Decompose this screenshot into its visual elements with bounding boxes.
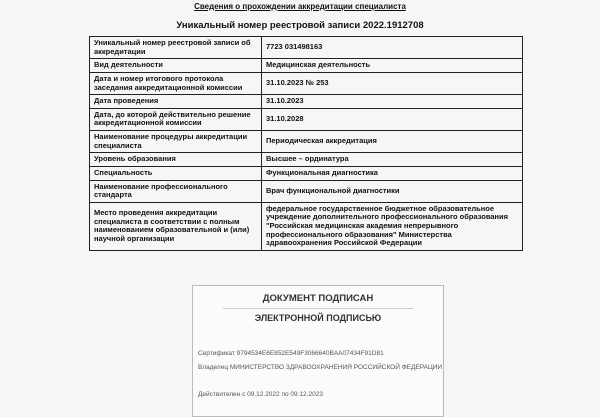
stamp-subtitle: ЭЛЕКТРОННОЙ ПОДПИСЬЮ <box>254 313 382 323</box>
row-value: Высшее – ординатура <box>262 153 523 167</box>
accreditation-table <box>89 36 523 251</box>
table-row <box>90 59 523 73</box>
table-row <box>90 95 523 109</box>
row-value: 31.10.2023 № 253 <box>262 72 523 94</box>
row-value: Медицинская деятельность <box>262 59 523 73</box>
row-label: Дата проведения <box>90 95 262 109</box>
registry-number-title: Уникальный номер реестровой записи 2022.1912708 <box>176 20 424 31</box>
certificate-owner: Владелец МИНИСТЕРСТВО ЗДРАВООХРАНЕНИЯ РОССИЙСКОЙ ФЕДЕРАЦИИ <box>198 364 443 371</box>
row-label: Наименование процедуры аккредитации специалиста <box>90 131 262 153</box>
table-row <box>90 153 523 167</box>
document-heading: Сведения о прохождении аккредитации специалиста <box>194 2 406 11</box>
row-value: 7723 031498163 <box>262 37 523 59</box>
row-label: Уникальный номер реестровой записи об аккредитации <box>90 37 262 59</box>
table-row <box>90 72 523 94</box>
table-row <box>90 202 523 250</box>
table-row <box>90 131 523 153</box>
certificate-validity: Действителен с 09.12.2022 по 09.12.2023 <box>198 391 323 398</box>
table-row <box>90 166 523 180</box>
row-value: Функциональная диагностика <box>262 166 523 180</box>
row-label: Дата, до которой действительно решение аккредитационной комиссии <box>90 108 262 130</box>
row-value: Врач функциональной диагностики <box>262 180 523 202</box>
row-label: Место проведения аккредитации специалиста в соответствии с полным наименованием образовательной и (или) научной организации <box>90 202 262 250</box>
row-value: федеральное государственное бюджетное образовательное учреждение дополнительного профессионального образования "Российская медицинская академия непрерывного профессионального образования" Министерства здравоохранения Российской Федерации <box>262 202 523 250</box>
row-value: 31.10.2023 <box>262 95 523 109</box>
row-label: Уровень образования <box>90 153 262 167</box>
row-value: 31.10.2028 <box>262 108 523 130</box>
table-row <box>90 108 523 130</box>
row-label: Дата и номер итогового протокола заседания аккредитационной комиссии <box>90 72 262 94</box>
stamp-title: ДОКУМЕНТ ПОДПИСАН <box>262 293 374 304</box>
stamp-divider <box>223 308 413 309</box>
row-label: Вид деятельности <box>90 59 262 73</box>
row-label: Специальность <box>90 166 262 180</box>
table-row <box>90 37 523 59</box>
certificate-number: Сертификат 9794534E6E852E549F3066640BAA07434F91D81 <box>198 350 384 357</box>
row-label: Наименование профессионального стандарта <box>90 180 262 202</box>
table-row <box>90 180 523 202</box>
row-value: Периодическая аккредитация <box>262 131 523 153</box>
